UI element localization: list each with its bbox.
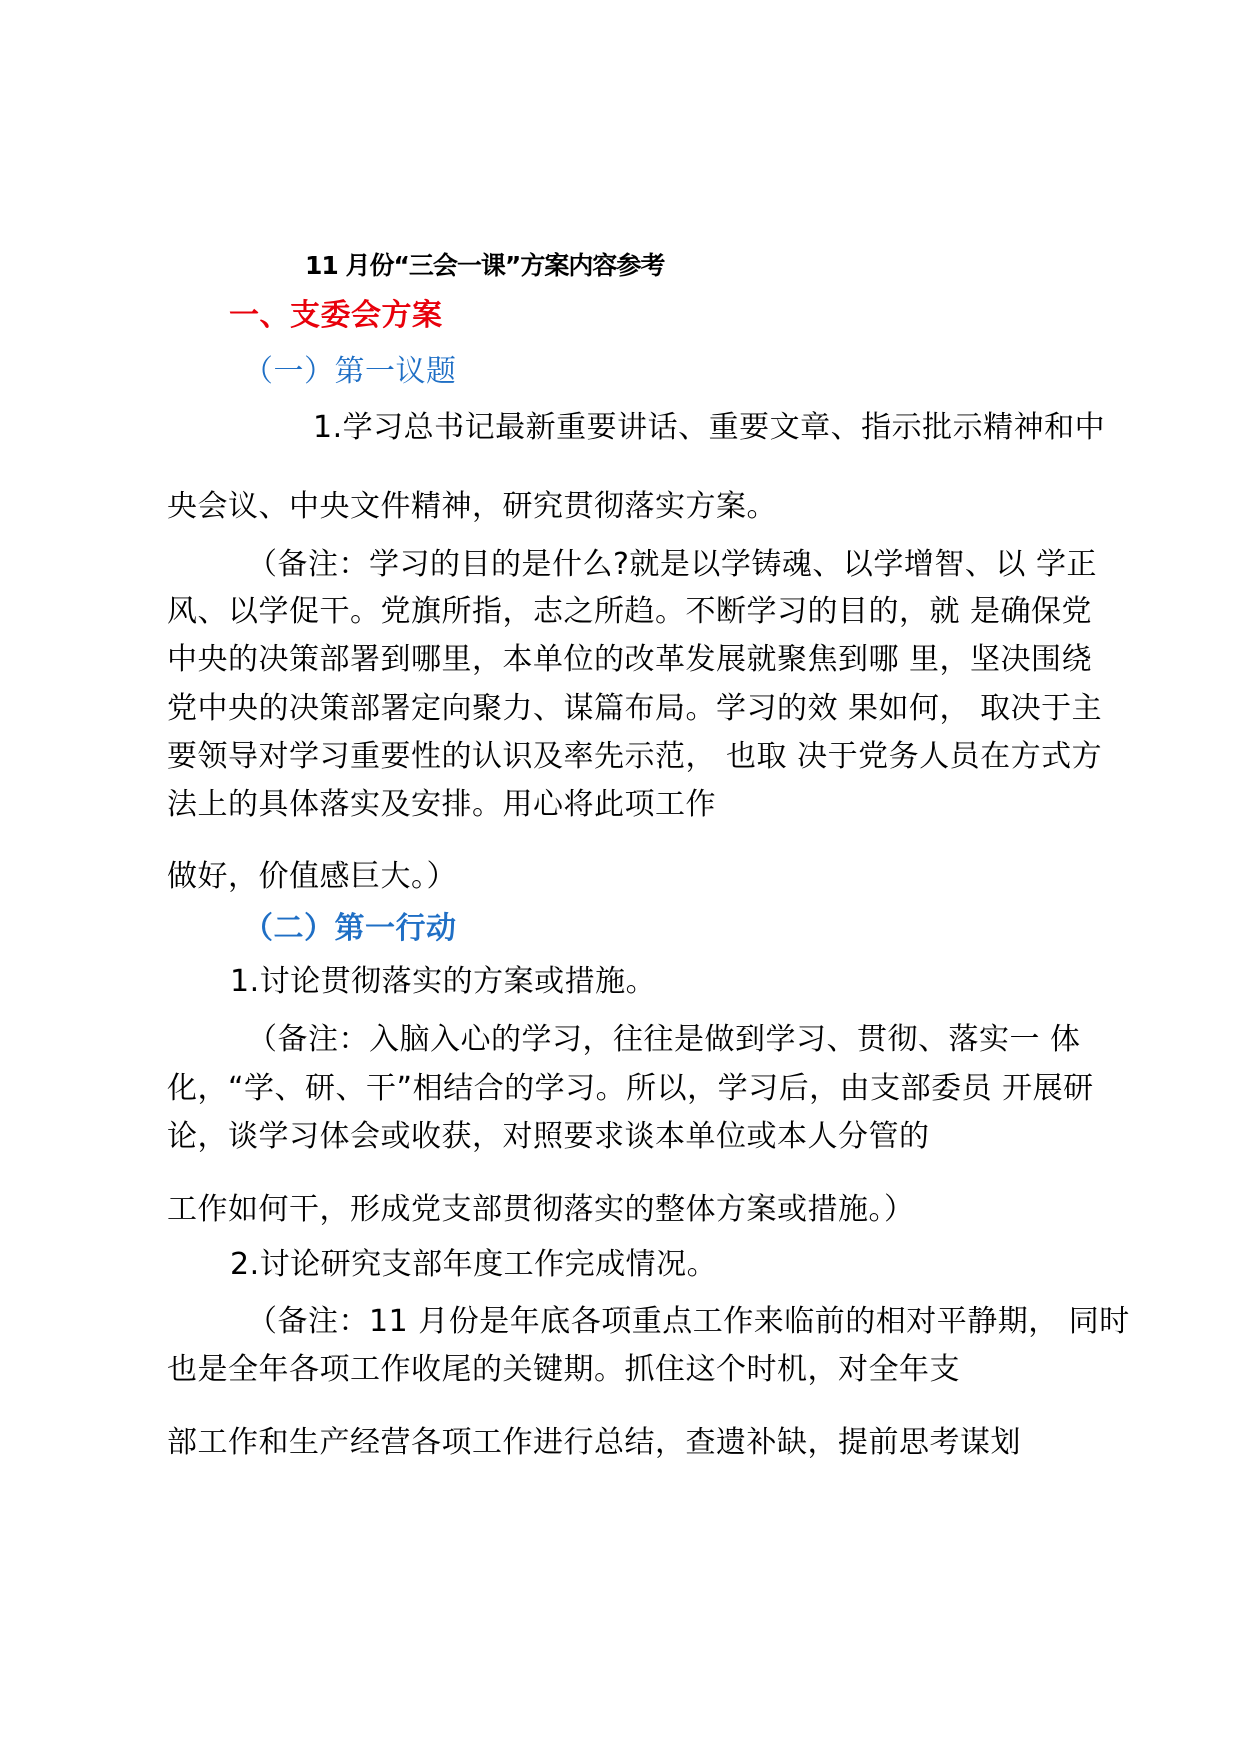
note-paragraph-line: 法上的具体落实及安排。用心将此项工作 bbox=[167, 787, 716, 822]
note-paragraph-line: 工作如何干，形成党支部贯彻落实的整体方案或措施。） bbox=[167, 1192, 915, 1227]
note-paragraph-line: （备注：11 月份是年底各项重点工作来临前的相对平静期， 同时 bbox=[247, 1304, 1130, 1339]
note-paragraph-line: 要领导对学习重要性的认识及率先示范， 也取 决于党务人员在方式方 bbox=[167, 739, 1103, 774]
page-title: 11 月份“三会一课”方案内容参考 bbox=[305, 251, 665, 280]
note-paragraph-line: 中央的决策部署到哪里，本单位的改革发展就聚焦到哪 里，坚决围绕 bbox=[167, 642, 1093, 677]
note-paragraph-line: 做好，价值感巨大。） bbox=[167, 859, 457, 894]
section-heading: 一、支委会方案 bbox=[229, 298, 443, 333]
note-paragraph-line: 化，“学、研、干”相结合的学习。所以，学习后，由支部委员 开展研 bbox=[167, 1071, 1094, 1106]
note-paragraph-line: 也是全年各项工作收尾的关键期。抓住这个时机，对全年支 bbox=[167, 1352, 960, 1387]
note-paragraph-line: （备注：学习的目的是什么?就是以学铸魂、以学增智、以 学正 bbox=[247, 547, 1097, 582]
list-item-text: 1.学习总书记最新重要讲话、重要文章、指示批示精神和中 bbox=[313, 410, 1106, 445]
note-paragraph-line: 论，谈学习体会或收获，对照要求谈本单位或本人分管的 bbox=[167, 1119, 930, 1154]
list-item-text: 央会议、中央文件精神，研究贯彻落实方案。 bbox=[167, 489, 777, 524]
note-paragraph-line: 党中央的决策部署定向聚力、谋篇布局。学习的效 果如何， 取决于主 bbox=[167, 691, 1103, 726]
subsection-heading-first-topic: （一）第一议题 bbox=[243, 354, 457, 389]
subsection-heading-first-action: （二）第一行动 bbox=[243, 911, 457, 946]
note-paragraph-line: 部工作和生产经营各项工作进行总结，查遗补缺，提前思考谋划 bbox=[167, 1425, 1021, 1460]
list-item-text: 1.讨论贯彻落实的方案或措施。 bbox=[230, 964, 657, 999]
note-paragraph-line: （备注：入脑入心的学习，往往是做到学习、贯彻、落实一 体 bbox=[247, 1022, 1081, 1057]
note-paragraph-line: 风、以学促干。党旗所指，志之所趋。不断学习的目的，就 是确保党 bbox=[167, 594, 1093, 629]
list-item-text: 2.讨论研究支部年度工作完成情况。 bbox=[230, 1247, 718, 1282]
